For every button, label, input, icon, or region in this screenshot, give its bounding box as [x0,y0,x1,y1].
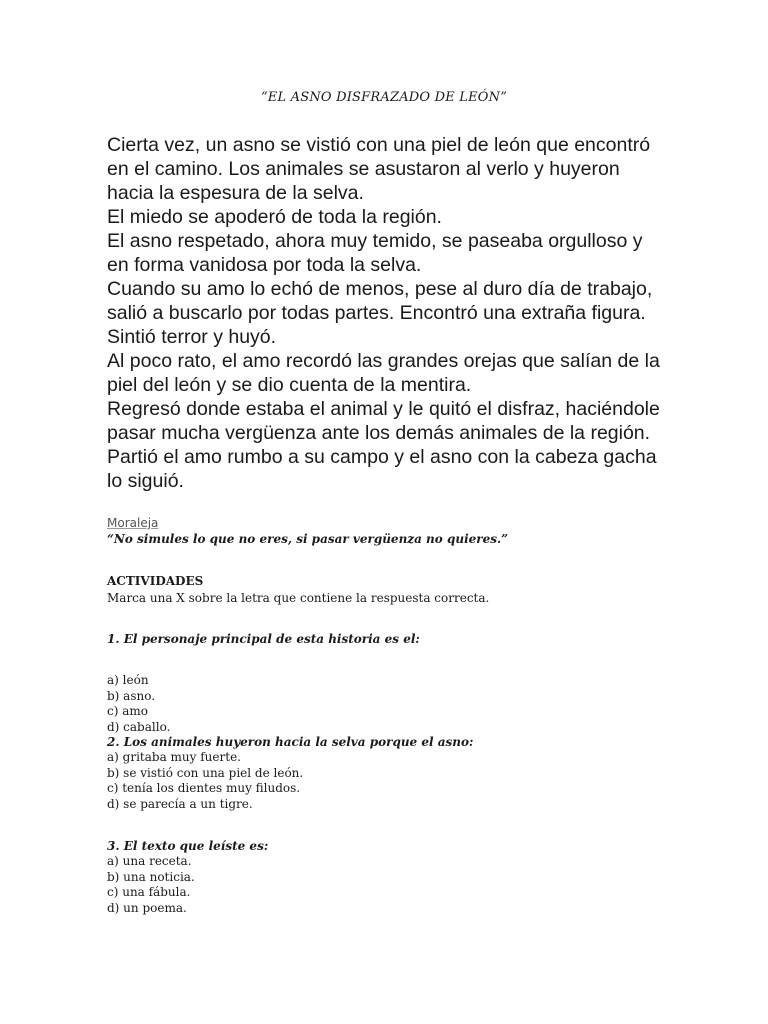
answer-option: a) gritaba muy fuerte. [107,750,241,764]
answer-option: c) una fábula. [107,885,191,899]
question-prompt: 3. El texto que leíste es: [107,839,269,853]
answer-options [107,854,195,916]
answer-option: c) amo [107,704,148,718]
activities-instruction: Marca una X sobre la letra que contiene la respuesta correcta. [107,591,490,605]
story-paragraph: Al poco rato, el amo recordó las grandes orejas que salían de la piel del león y se dio cuenta de la mentira. [107,350,660,396]
answer-option: a) león [107,673,149,687]
question-prompt: 2. Los animales huyeron hacia la selva porque el asno: [107,735,474,749]
activities-heading: ACTIVIDADES [107,574,204,588]
answer-option: a) una receta. [107,854,192,868]
story-paragraph: Regresó donde estaba el animal y le quitó el disfraz, haciéndole pasar mucha vergüenza ante los demás animales de la región. Partió el amo rumbo a su campo y el asno con la cabeza gacha lo siguió. [107,398,660,492]
moraleja-label: Moraleja [107,516,159,530]
answer-option: b) se vistió con una piel de león. [107,765,304,780]
answer-options [107,750,303,812]
answer-option: b) asno. [107,688,156,703]
answer-option: d) un poema. [107,900,187,915]
answer-option: c) tenía los dientes muy filudos. [107,781,301,795]
story-paragraph: Cierta vez, un asno se vistió con una piel de león que encontró en el camino. Los animales se asustaron al verlo y huyeron hacia la espesura de la selva. [107,134,651,204]
answer-option: d) se parecía a un tigre. [107,796,253,811]
answer-options [107,673,170,735]
moraleja-text: “No simules lo que no eres, si pasar vergüenza no quieres.” [107,532,509,546]
story-body [107,133,667,493]
answer-option: d) caballo. [107,719,171,734]
document-title: “EL ASNO DISFRAZADO DE LEÓN” [260,90,508,105]
question-prompt: 1. El personaje principal de esta historia es el: [107,632,420,646]
answer-option: b) una noticia. [107,869,195,884]
story-paragraph: El miedo se apoderó de toda la región. [107,206,442,228]
story-paragraph: Cuando su amo lo echó de menos, pese al duro día de trabajo, salió a buscarlo por todas partes. Encontró una extraña figura. Sintió terror y huyó. [107,278,653,348]
story-paragraph: El asno respetado, ahora muy temido, se paseaba orgulloso y en forma vanidosa por toda la selva. [107,230,643,276]
